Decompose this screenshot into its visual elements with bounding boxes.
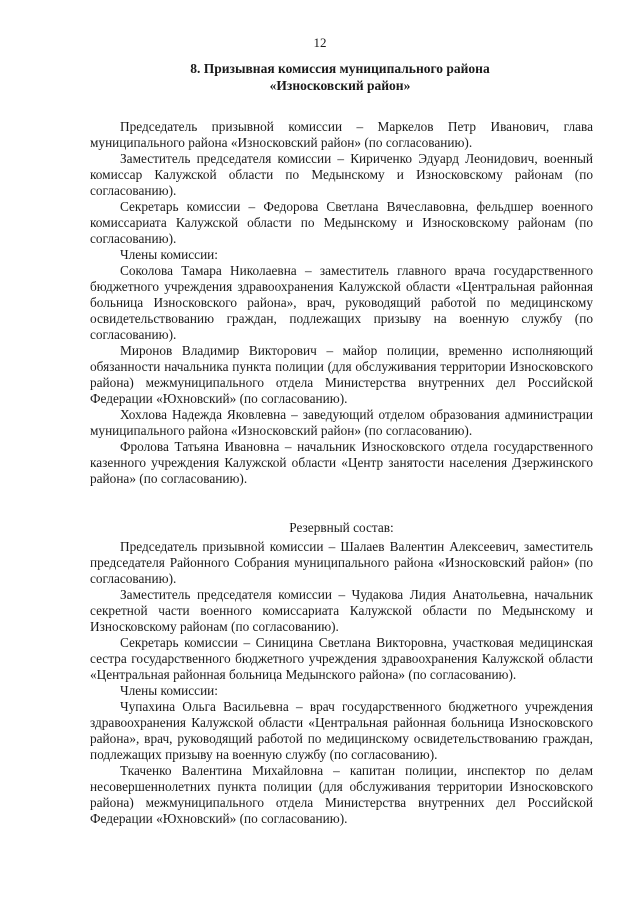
reserve-heading: Резервный состав: bbox=[289, 520, 394, 535]
reserve-chairman-entry: Председатель призывной комиссии – Шалаев Валентин Алексеевич, заместитель председателя Районного Собрания муниципального района «Износковский район» (по согласованию). bbox=[90, 539, 593, 586]
members-label: Члены комиссии: bbox=[120, 247, 218, 262]
reserve-members-label: Члены комиссии: bbox=[120, 683, 218, 698]
reserve-deputy-chairman-entry: Заместитель председателя комиссии – Чудакова Лидия Анатольевна, начальник секретной части военного комиссариата Калужской области по Медынскому и Износковскому районам (по согласованию). bbox=[90, 587, 593, 634]
section-title-line-1: 8. Призывная комиссия муниципального района bbox=[190, 61, 490, 76]
member-entry: Соколова Тамара Николаевна – заместитель главного врача государственного бюджетного учреждения здравоохранения Калужской области «Центральная районная больница Износковского района», врач, руководящий работой по медицинскому освидетельствованию граждан, подлежащих призыву на военную службу (по согласованию). bbox=[90, 263, 593, 342]
member-entry: Хохлова Надежда Яковлевна – заведующий отделом образования администрации муниципального района «Износковский район» (по согласованию). bbox=[90, 407, 593, 438]
secretary-entry: Секретарь комиссии – Федорова Светлана Вячеславовна, фельдшер военного комиссариата Калужской области по Медынскому и Износковскому районам (по согласованию). bbox=[90, 199, 593, 246]
reserve-member-entry: Чупахина Ольга Васильевна – врач государственного бюджетного учреждения здравоохранения Калужской области «Центральная районная больница Износковского района», врач, руководящий работой по медицинскому освидетельствованию граждан, подлежащих призыву на военную службу (по согласованию). bbox=[90, 699, 593, 762]
section-title bbox=[90, 60, 590, 94]
section-title-line-2: «Износковский район» bbox=[269, 78, 411, 93]
reserve-member-entry: Ткаченко Валентина Михайловна – капитан полиции, инспектор по делам несовершеннолетних пункта полиции (для обслуживания территории Износковского района) межмуниципального отдела Министерства внутренних дел Российской Федерации «Юхновский» (по согласованию). bbox=[90, 763, 593, 826]
reserve-secretary-entry: Секретарь комиссии – Синицина Светлана Викторовна, участковая медицинская сестра государственного бюджетного учреждения здравоохранения Калужской области «Центральная районная больница Медынского района» (по согласованию). bbox=[90, 635, 593, 682]
chairman-entry: Председатель призывной комиссии – Маркелов Петр Иванович, глава муниципального района «Износковский район» (по согласованию). bbox=[90, 119, 593, 150]
member-entry: Фролова Татьяна Ивановна – начальник Износковского отдела государственного казенного учреждения Калужской области «Центр занятости населения Дзержинского района» (по согласованию). bbox=[90, 439, 593, 486]
document-body bbox=[90, 119, 593, 827]
member-entry: Миронов Владимир Викторович – майор полиции, временно исполняющий обязанности начальника пункта полиции (для обслуживания территории Износковского района) межмуниципального отдела Министерства внутренних дел Российской Федерации «Юхновский» (по согласованию). bbox=[90, 343, 593, 406]
page-number: 12 bbox=[313, 35, 327, 50]
deputy-chairman-entry: Заместитель председателя комиссии – Кириченко Эдуард Леонидович, военный комиссар Калужской области по Медынскому и Износковскому районам (по согласованию). bbox=[90, 151, 593, 198]
